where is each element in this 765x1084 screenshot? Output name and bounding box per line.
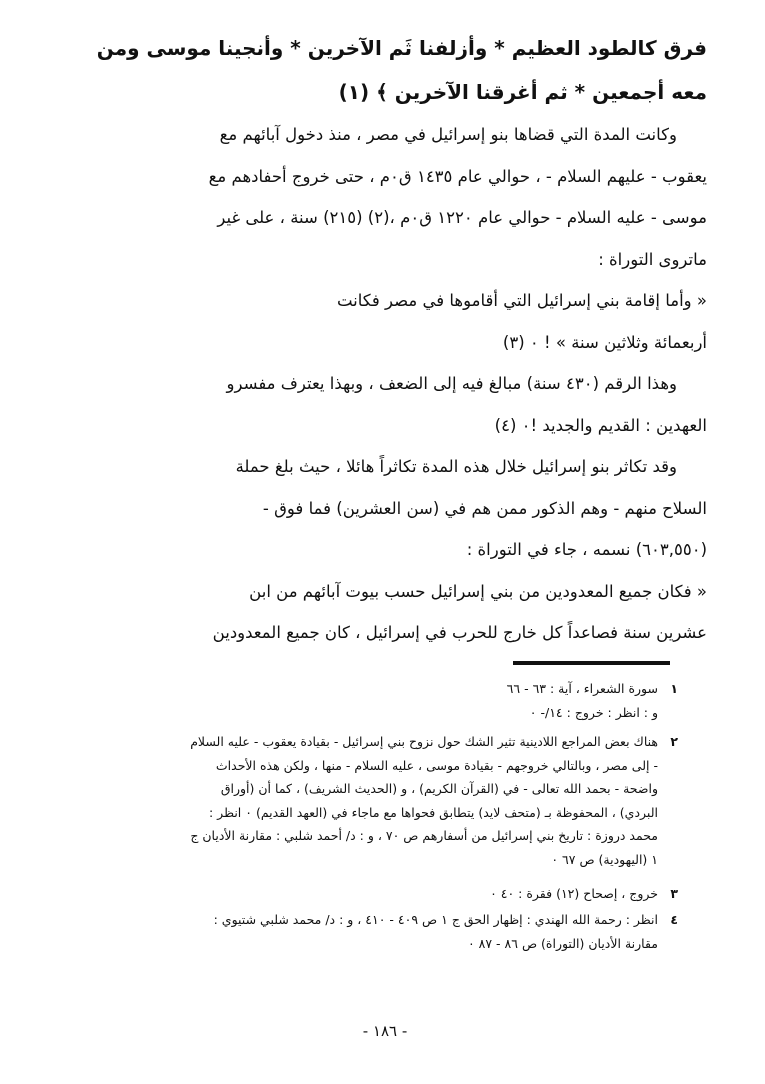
footnote-line: واضحة - بحمد الله تعالى - في (القرآن الكريم) ، و (الحديث الشريف) ، كما أن (أوراق <box>220 781 658 796</box>
footnote-number: ١ <box>670 681 678 696</box>
footnote-line: خروج ، إصحاح (١٢) فقرة : ٤٠ ٠ <box>490 886 658 901</box>
quran-verse-line: معه أجمعين * ثم أغرقنا الآخرين ﴾ (١) <box>338 80 707 104</box>
paragraph-line: (٦٠٣,٥٥٠) نسمه ، جاء في التوراة : <box>466 540 707 559</box>
footnote-number: ٣ <box>670 886 678 901</box>
footnote-line: سورة الشعراء ، آية : ٦٣ - ٦٦ <box>506 681 658 696</box>
quote-line: « وأما إقامة بني إسرائيل التي أقاموها في مصر فكانت <box>336 291 707 310</box>
paragraph-line: وكانت المدة التي قضاها بنو إسرائيل في مصر ، منذ دخول آبائهم مع <box>219 125 677 144</box>
footnote <box>48 908 678 955</box>
paragraph-line: يعقوب - عليهم السلام - ، حوالي عام ١٤٣٥ ق٠م ، حتى خروج أحفادهم مع <box>208 166 707 186</box>
paragraph-line: ماتروى التوراة : <box>598 249 707 269</box>
footnote-line: و : انظر : خروج : ١٤/- ٠ <box>529 704 658 720</box>
quote-line: عشرين سنة فصاعداً كل خارج للحرب في إسرائيل ، كان جميع المعدودين <box>212 623 707 642</box>
paragraph-line: وهذا الرقم (٤٣٠ سنة) مبالغ فيه إلى الضعف ، وبهذا يعترف مفسرو <box>226 374 677 393</box>
paragraph-line: وقد تكاثر بنو إسرائيل خلال هذه المدة تكاثراً هائلا ، حيث بلغ حملة <box>235 457 677 476</box>
footnote-line: البردي) ، المحفوظة بـ (متحف لايد) يتطابق فحواها مع ماجاء في (العهد القديم) ٠ انظر : <box>208 804 658 820</box>
quote-line: أربعمائة وثلاثين سنة » ! ٠ (٣) <box>502 332 707 352</box>
footnote-number: ٢ <box>670 734 678 749</box>
paragraph-line: موسى - عليه السلام - حوالي عام ١٢٢٠ ق٠م ،(٢) (٢١٥) سنة ، على غير <box>217 208 707 227</box>
footnote <box>48 730 678 871</box>
paragraph-line: العهدين : القديم والجديد !٠ (٤) <box>494 415 707 435</box>
footnote <box>48 882 678 906</box>
quran-verse-line: فرق كالطود العظيم * وأزلفنا ثَم الآخرين * وأنجينا موسى ومن <box>96 36 707 60</box>
footnote-line: - إلى مصر ، وبالتالي خروجهم - بقيادة موسى ، عليه السلام - منها ، ولكن هذه الأحداث <box>215 757 658 773</box>
quote-line: « فكان جميع المعدودين من بني إسرائيل حسب بيوت آبائهم من ابن <box>249 581 707 601</box>
footnote-line: هناك بعض المراجع اللادينية تثير الشك حول نزوح بني إسرائيل - بقيادة يعقوب - عليه السلام <box>190 734 658 749</box>
footnote-line: انظر : رحمة الله الهندي : إظهار الحق ج ١ ص ٤٠٩ - ٤١٠ ، و : د/ محمد شلبي شتيوي : <box>213 912 658 927</box>
footnote-line: محمد دروزة : تاريخ بني إسرائيل من أسفارهم ص ٧٠ ، و : د/ أحمد شلبي : مقارنة الأديان ج <box>190 828 658 843</box>
footnote-separator <box>513 661 670 665</box>
page-number: - ١٨٦ - <box>362 1022 408 1040</box>
footnote-line: ١ (اليهودية) ص ٦٧ ٠ <box>551 851 658 867</box>
footnote-number: ٤ <box>670 912 678 927</box>
footnote-line: مقارنة الأديان (التوراة) ص ٨٦ - ٨٧ ٠ <box>467 935 658 951</box>
footnote <box>48 677 678 724</box>
main-text <box>52 26 707 654</box>
paragraph-line: السلاح منهم - وهم الذكور ممن هم في (سن العشرين) فما فوق - <box>262 498 707 518</box>
